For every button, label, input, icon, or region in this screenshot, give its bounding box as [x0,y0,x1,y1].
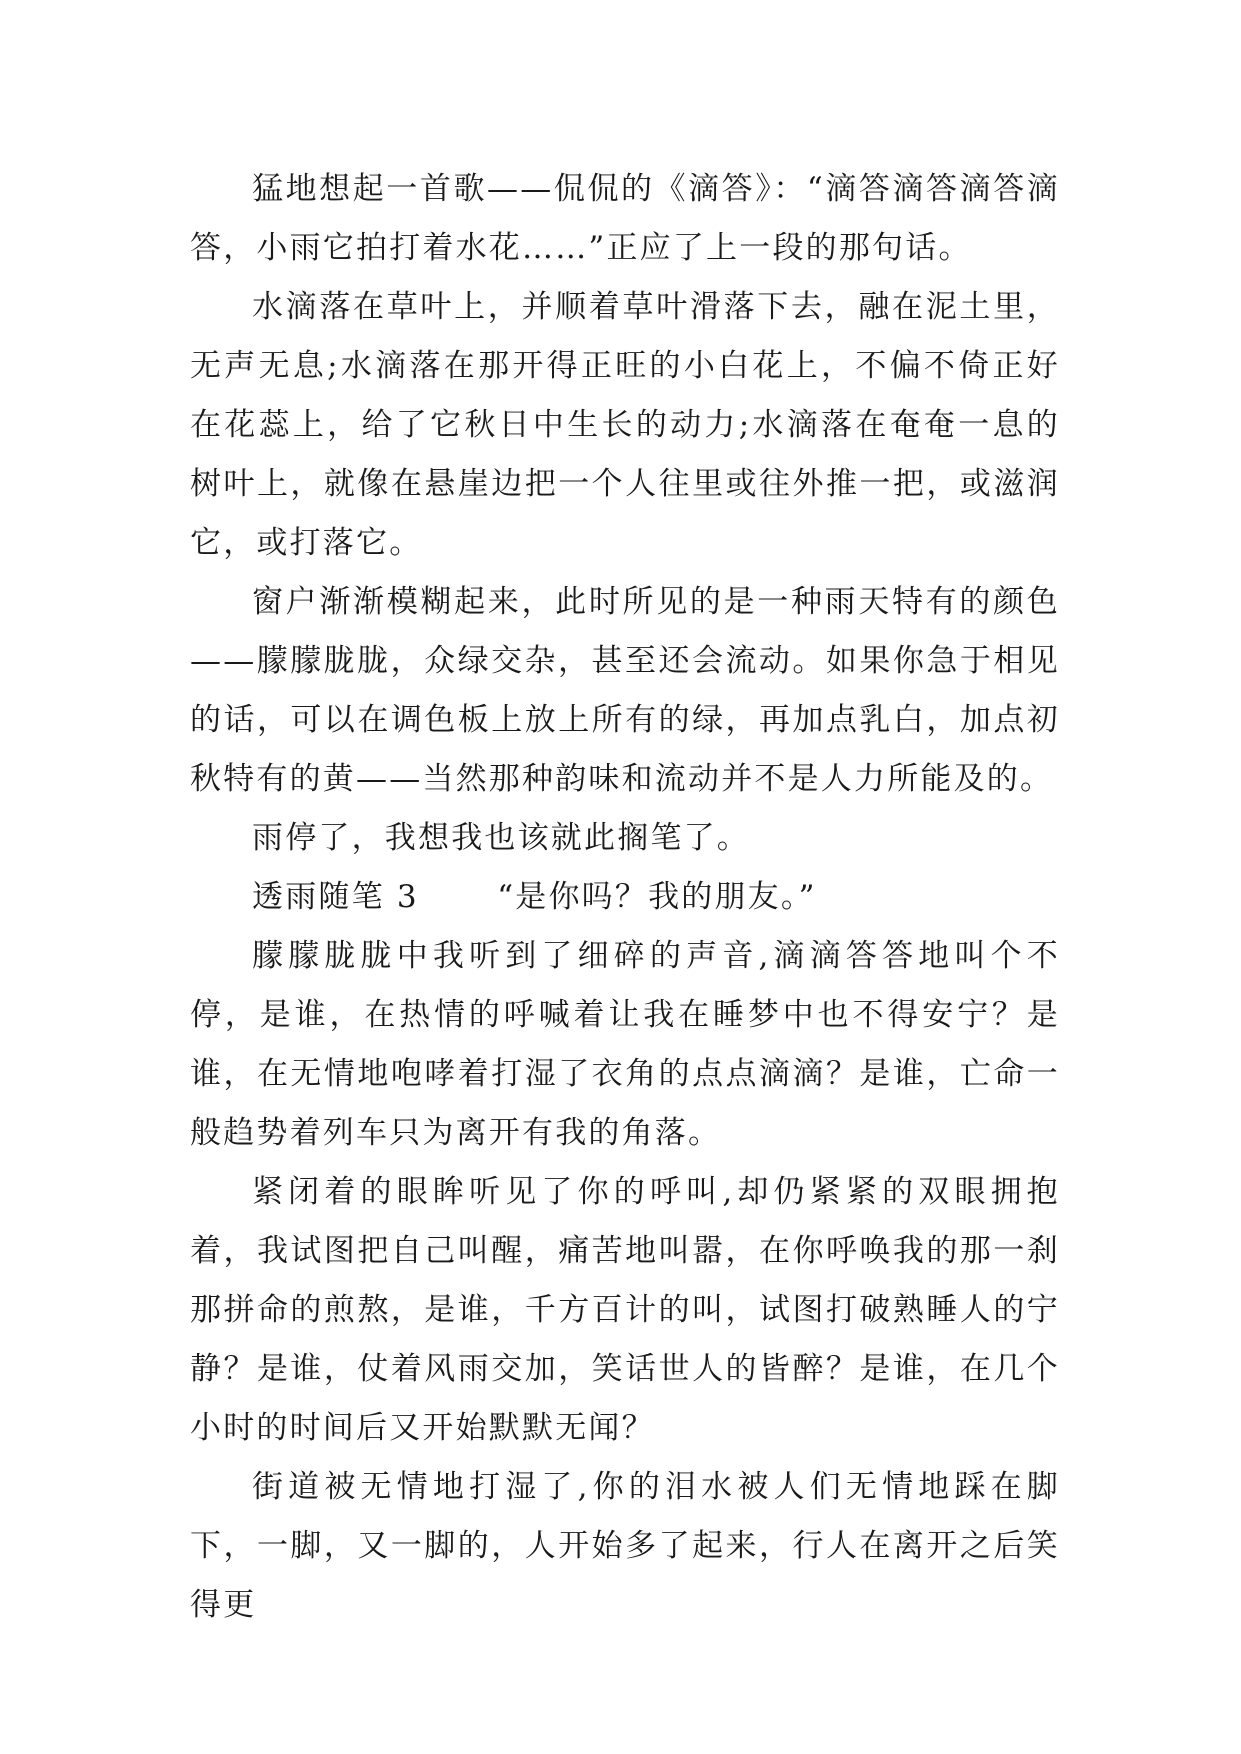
paragraph: 街道被无情地打湿了,你的泪水被人们无情地踩在脚下，一脚，又一脚的，人开始多了起来，行人在离开之后笑得更 [190,1469,1060,1623]
paragraph: 紧闭着的眼眸听见了你的呼叫,却仍紧紧的双眼拥抱着，我试图把自己叫醒，痛苦地叫嚣，在你呼唤我的那一刹那拼命的煎熬，是谁，千方百计的叫，试图打破熟睡人的宁静？是谁，仗着风雨交加，笑话世人的皆醉？是谁，在几个小时的时间后又开始默默无闻？ [190,1174,1060,1446]
section-heading: 透雨随笔 3 “是你吗？我的朋友。” [252,879,817,915]
paragraph: 水滴落在草叶上，并顺着草叶滑落下去，融在泥土里，无声无息;水滴落在那开得正旺的小白花上，不偏不倚正好在花蕊上，给了它秋日中生长的动力;水滴落在奄奄一息的树叶上，就像在悬崖边把一个人往里或往外推一把，或滋润它，或打落它。 [190,289,1060,561]
paragraph: 雨停了，我想我也该就此搁笔了。 [252,820,750,856]
document-body [190,160,1060,1635]
paragraph: 朦朦胧胧中我听到了细碎的声音,滴滴答答地叫个不停，是谁，在热情的呼喊着让我在睡梦中也不得安宁？是谁，在无情地咆哮着打湿了衣角的点点滴滴？是谁，亡命一般趋势着列车只为离开有我的角落。 [190,938,1060,1151]
paragraph: 猛地想起一首歌——侃侃的《滴答》：“滴答滴答滴答滴答，小雨它拍打着水花……”正应了上一段的那句话。 [190,171,1060,266]
paragraph: 窗户渐渐模糊起来，此时所见的是一种雨天特有的颜色——朦朦胧胧，众绿交杂，甚至还会流动。如果你急于相见的话，可以在调色板上放上所有的绿，再加点乳白，加点初秋特有的黄——当然那种韵味和流动并不是人力所能及的。 [190,584,1060,797]
